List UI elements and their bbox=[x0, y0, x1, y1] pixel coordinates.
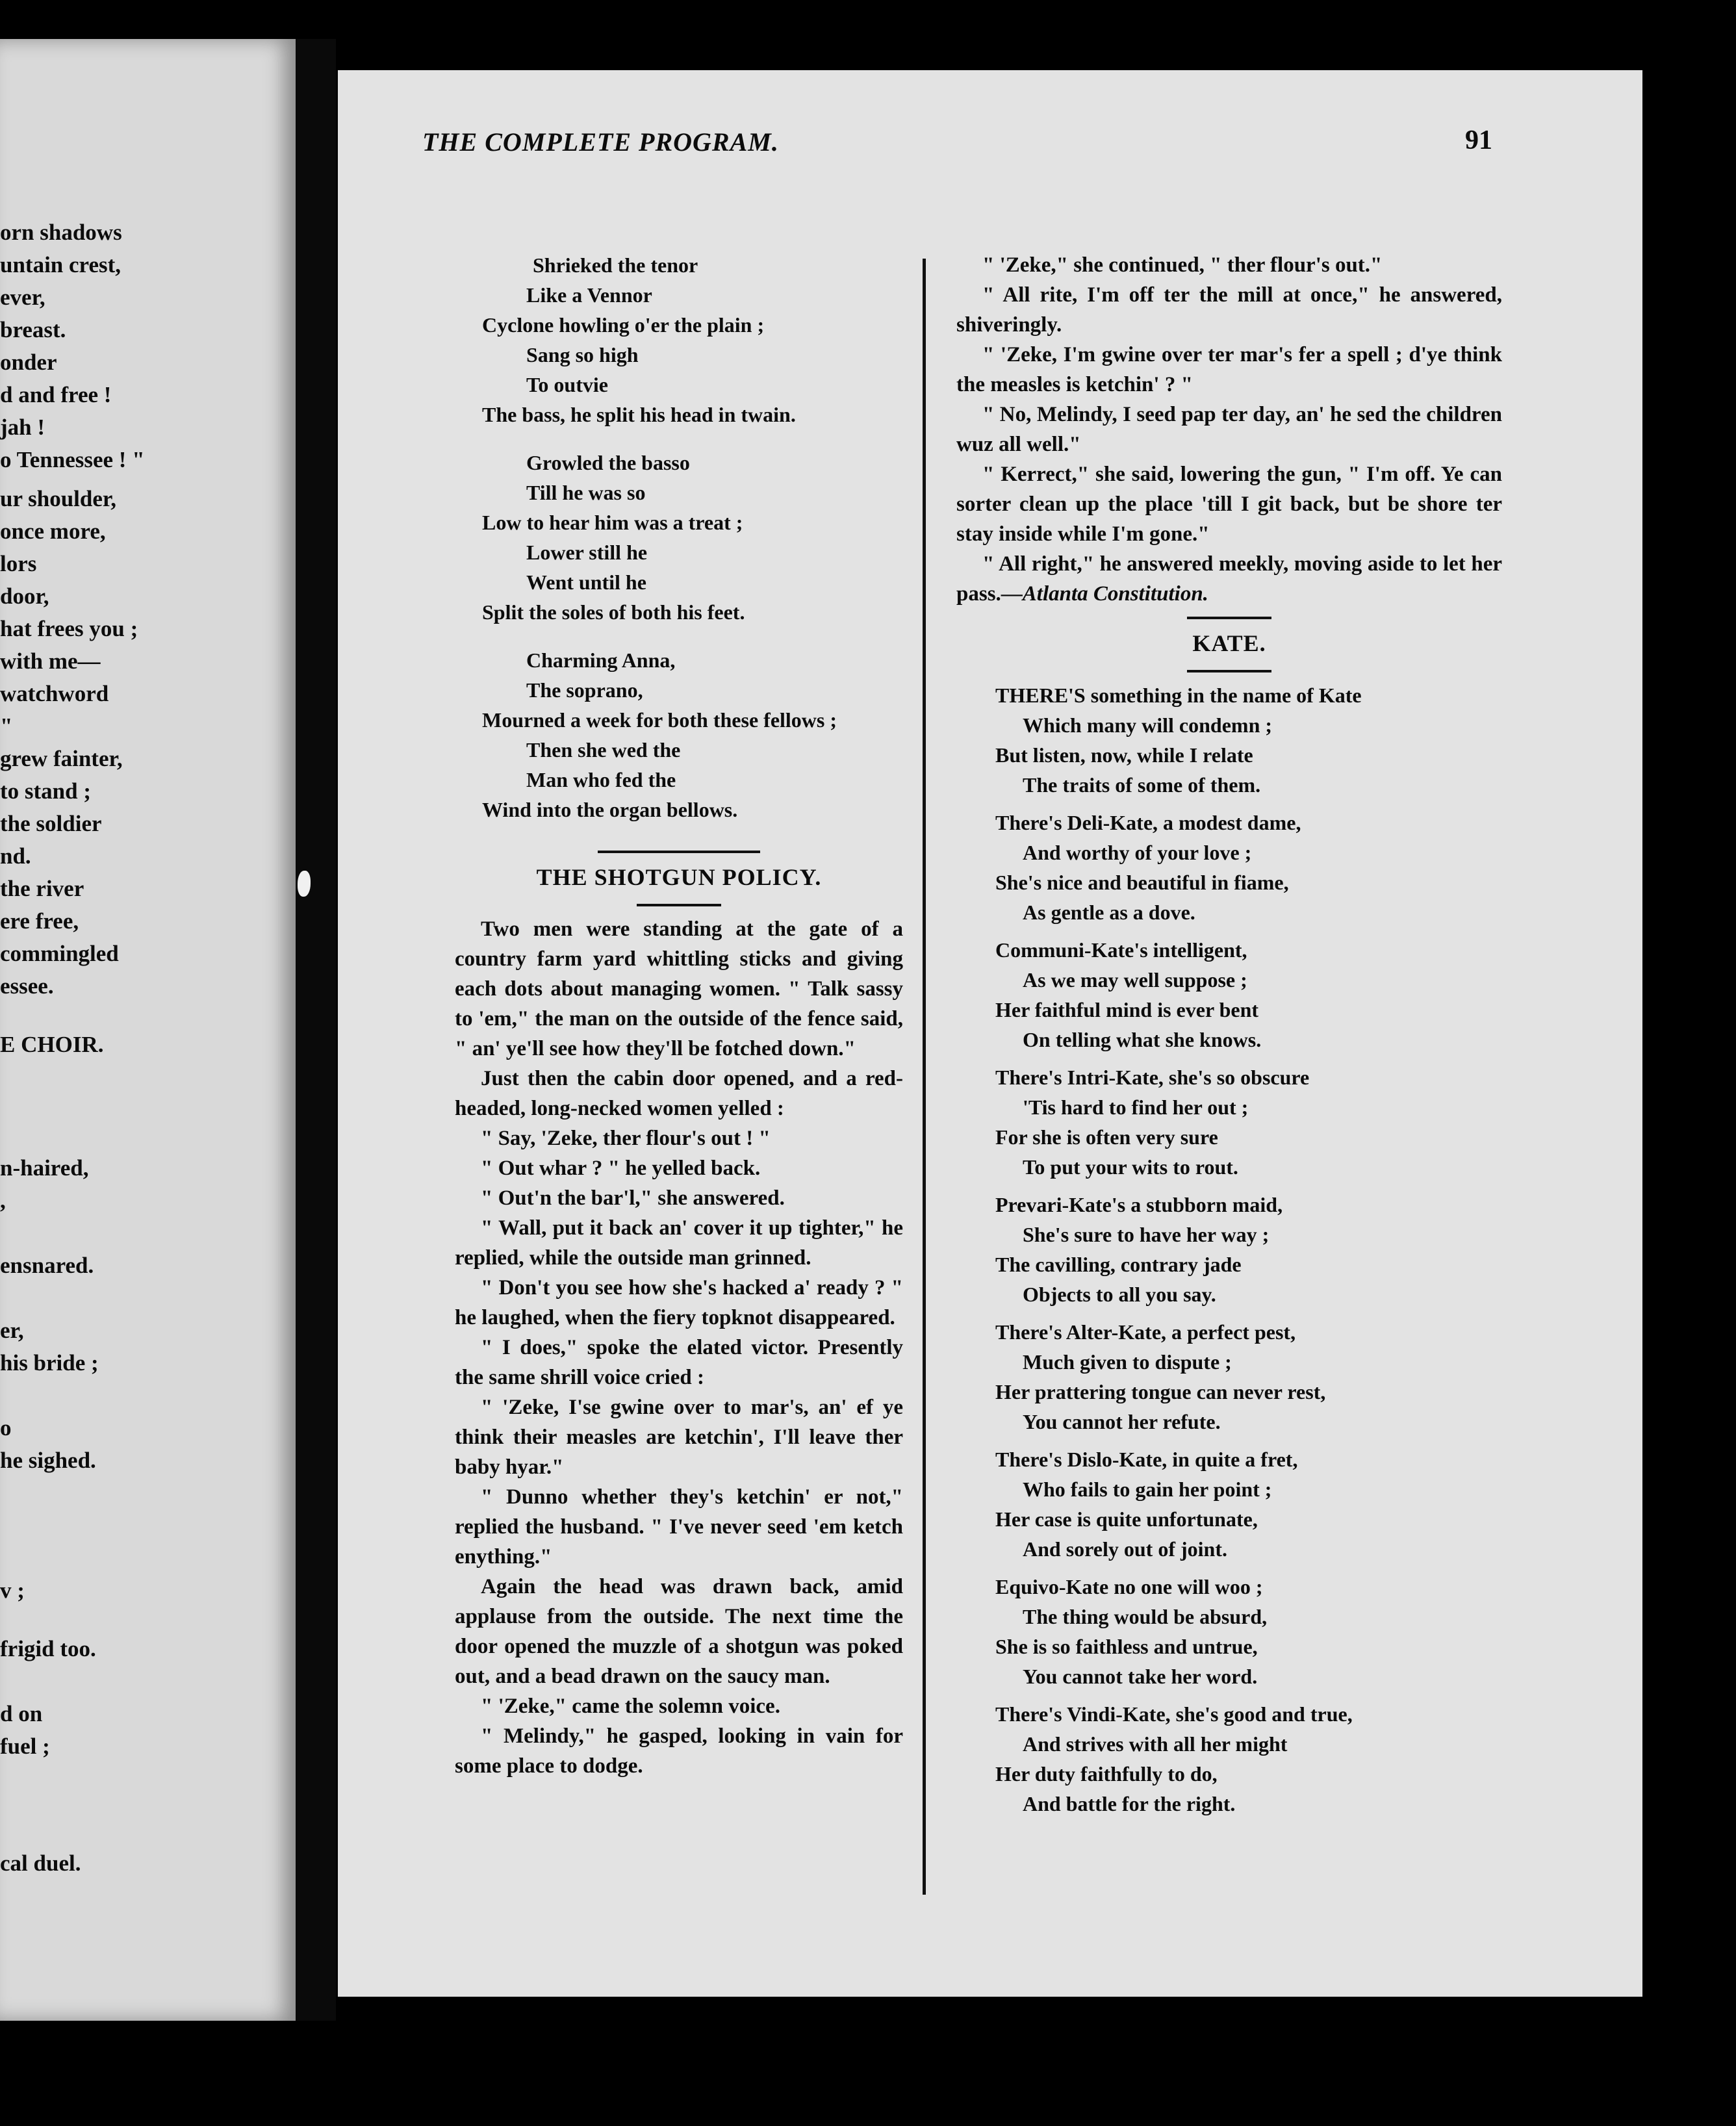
kate-stanza bbox=[995, 680, 1502, 800]
column-divider bbox=[923, 259, 926, 1895]
facing-page-line: cal duel. bbox=[0, 1851, 81, 1876]
facing-page-line: grew fainter, bbox=[0, 746, 123, 771]
kate-stanza bbox=[995, 1699, 1502, 1819]
choir-stanza-1 bbox=[455, 250, 903, 429]
facing-page-line: watchword bbox=[0, 681, 109, 706]
facing-page-line: er, bbox=[0, 1318, 24, 1343]
running-title: THE COMPLETE PROGRAM. bbox=[422, 127, 779, 157]
facing-page-line: d and free ! bbox=[0, 382, 112, 407]
verse-line: Wind into the organ bellows. bbox=[482, 798, 738, 821]
paragraph-text: " All right," he answered meekly, moving aside to let her pass.— bbox=[956, 552, 1502, 606]
verse-line: Her case is quite unfortunate, bbox=[995, 1507, 1258, 1531]
kate-poem bbox=[956, 680, 1502, 1819]
facing-page-line: nd. bbox=[0, 843, 31, 869]
paragraph: " Out'n the bar'l," she answered. bbox=[481, 1186, 785, 1210]
verse-line: To outvie bbox=[526, 373, 608, 396]
kate-stanza bbox=[995, 808, 1502, 927]
paragraph: " 'Zeke, I'se gwine over to mar's, an' ef ye think their measles are ketchin', I'll leave ther baby hyar." bbox=[455, 1396, 903, 1479]
kate-stanza bbox=[995, 1572, 1502, 1691]
verse-line: Lower still he bbox=[526, 541, 648, 564]
verse-line: 'Tis hard to find her out ; bbox=[1023, 1095, 1249, 1119]
verse-line: There's Alter-Kate, a perfect pest, bbox=[995, 1320, 1296, 1344]
facing-page-line: ere free, bbox=[0, 908, 79, 934]
verse-line: As we may well suppose ; bbox=[1023, 968, 1247, 992]
choir-stanza-2 bbox=[455, 448, 903, 627]
facing-page-line: his bride ; bbox=[0, 1350, 99, 1376]
facing-page-line: lors bbox=[0, 551, 37, 576]
facing-page-line: frigid too. bbox=[0, 1636, 96, 1661]
verse-line: Objects to all you say. bbox=[1023, 1283, 1216, 1306]
facing-page-line: once more, bbox=[0, 519, 106, 544]
section-rule-top bbox=[956, 609, 1502, 627]
facing-page-line: n-haired, bbox=[0, 1155, 89, 1181]
verse-line: Her duty faithfully to do, bbox=[995, 1762, 1218, 1786]
facing-page-line: d on bbox=[0, 1701, 43, 1726]
paragraph: " 'Zeke, I'm gwine over ter mar's fer a spell ; d'ye think the measles is ketchin' ? " bbox=[956, 343, 1502, 396]
paragraph: " Melindy," he gasped, looking in vain for some place to dodge. bbox=[455, 1724, 903, 1778]
facing-page-line: , bbox=[0, 1188, 6, 1213]
verse-line: And strives with all her might bbox=[1023, 1732, 1288, 1756]
verse-line: Prevari-Kate's a stubborn maid, bbox=[995, 1193, 1283, 1216]
verse-line: She's nice and beautiful in fiame, bbox=[995, 871, 1289, 894]
column-left bbox=[455, 250, 903, 1781]
facing-page-line: essee. bbox=[0, 973, 54, 999]
section-rule-bottom bbox=[956, 662, 1502, 680]
verse-line: There's Vindi-Kate, she's good and true, bbox=[995, 1702, 1353, 1726]
facing-page-line: v ; bbox=[0, 1578, 25, 1603]
paragraph: " No, Melindy, I seed pap ter day, an' he sed the children wuz all well." bbox=[956, 403, 1502, 456]
facing-page-line: " bbox=[0, 713, 13, 739]
facing-page-line: hat frees you ; bbox=[0, 616, 138, 641]
facing-page-line: ever, bbox=[0, 285, 45, 310]
verse-line: As gentle as a dove. bbox=[1023, 901, 1195, 924]
kate-title: KATE. bbox=[1192, 630, 1266, 656]
paragraph: " 'Zeke," came the solemn voice. bbox=[481, 1695, 780, 1718]
facing-page-line: E CHOIR. bbox=[0, 1032, 104, 1057]
verse-line: On telling what she knows. bbox=[1023, 1028, 1262, 1051]
verse-line-text: something in the name of Kate bbox=[1090, 684, 1362, 707]
verse-line: For she is often very sure bbox=[995, 1125, 1218, 1149]
shotgun-policy-title: THE SHOTGUN POLICY. bbox=[536, 864, 822, 890]
verse-line: You cannot take her word. bbox=[1023, 1665, 1258, 1688]
kate-stanza bbox=[995, 1190, 1502, 1309]
facing-page-line: door, bbox=[0, 583, 49, 609]
facing-page-line: jah ! bbox=[0, 415, 45, 440]
facing-page-line: untain crest, bbox=[0, 252, 121, 277]
facing-page-line: fuel ; bbox=[0, 1734, 50, 1759]
column-right bbox=[956, 250, 1502, 1826]
book-gutter bbox=[296, 39, 336, 2021]
gutter-mark bbox=[298, 871, 311, 897]
facing-page-line: to stand ; bbox=[0, 778, 92, 804]
verse-line: Mourned a week for both these fellows ; bbox=[482, 708, 837, 732]
facing-page-line: commingled bbox=[0, 941, 119, 966]
verse-line: The thing would be absurd, bbox=[1023, 1605, 1268, 1628]
verse-line: Equivo-Kate no one will woo ; bbox=[995, 1575, 1263, 1598]
verse-line: Her prattering tongue can never rest, bbox=[995, 1380, 1326, 1403]
paragraph: Two men were standing at the gate of a country farm yard whittling sticks and giving each dots about managing women. " Talk sassy to 'em," the man on the outside of the fence said, " an' ye'll see how they'll be fotched down." bbox=[455, 917, 903, 1060]
verse-line: And battle for the right. bbox=[1023, 1792, 1236, 1815]
facing-page-line: o bbox=[0, 1415, 12, 1441]
verse-line: Man who fed the bbox=[526, 768, 676, 791]
verse-line: Low to hear him was a treat ; bbox=[482, 511, 743, 534]
verse-line: She's sure to have her way ; bbox=[1023, 1223, 1270, 1246]
paragraph: " All rite, I'm off ter the mill at once," he answered, shiveringly. bbox=[956, 283, 1502, 337]
verse-line: And sorely out of joint. bbox=[1023, 1537, 1227, 1561]
verse-line: She is so faithless and untrue, bbox=[995, 1635, 1258, 1658]
paragraph: " Say, 'Zeke, ther flour's out ! " bbox=[481, 1127, 771, 1150]
paragraph: " Out whar ? " he yelled back. bbox=[481, 1157, 761, 1180]
paragraph: Just then the cabin door opened, and a red-headed, long-necked women yelled : bbox=[455, 1067, 903, 1120]
verse-line bbox=[995, 680, 1502, 710]
verse-line: Till he was so bbox=[526, 481, 646, 504]
verse-line: Her faithful mind is ever bent bbox=[995, 998, 1259, 1021]
verse-line: You cannot her refute. bbox=[1023, 1410, 1221, 1433]
paragraph bbox=[956, 549, 1502, 609]
verse-line: Went until he bbox=[526, 570, 646, 594]
verse-line: Then she wed the bbox=[526, 738, 681, 762]
paragraph: " 'Zeke," she continued, " ther flour's out." bbox=[982, 253, 1383, 277]
verse-line: Shrieked the tenor bbox=[533, 253, 698, 277]
verse-line: The cavilling, contrary jade bbox=[995, 1253, 1242, 1276]
verse-line: Like a Vennor bbox=[526, 283, 652, 307]
paragraph: " I does," spoke the elated victor. Presently the same shrill voice cried : bbox=[455, 1336, 903, 1389]
verse-line: But listen, now, while I relate bbox=[995, 743, 1253, 767]
section-rule-bottom bbox=[455, 896, 903, 914]
paragraph: " Kerrect," she said, lowering the gun, " I'm off. Ye can sorter clean up the place 'till I git back, but be shore ter stay inside while I'm gone." bbox=[956, 463, 1502, 546]
facing-page-line: onder bbox=[0, 350, 57, 375]
verse-line: Sang so high bbox=[526, 343, 639, 366]
verse-line: Growled the basso bbox=[526, 451, 690, 474]
page-number: 91 bbox=[1465, 125, 1492, 155]
verse-line: Much given to dispute ; bbox=[1023, 1350, 1232, 1374]
kate-stanza bbox=[995, 1317, 1502, 1437]
verse-line: The bass, he split his head in twain. bbox=[482, 403, 796, 426]
facing-page-line: breast. bbox=[0, 317, 66, 342]
verse-line: There's Deli-Kate, a modest dame, bbox=[995, 811, 1301, 834]
verse-line: Charming Anna, bbox=[526, 648, 676, 672]
verse-line: To put your wits to rout. bbox=[1023, 1155, 1238, 1179]
shotgun-story-part-1 bbox=[455, 914, 903, 1781]
facing-page-line: ur shoulder, bbox=[0, 486, 116, 511]
verse-line: There's Intri-Kate, she's so obscure bbox=[995, 1066, 1310, 1089]
verse-line: Cyclone howling o'er the plain ; bbox=[482, 313, 765, 337]
kate-stanza bbox=[995, 935, 1502, 1055]
paragraph: " Don't you see how she's hacked a' ready ? " he laughed, when the fiery topknot disappeared. bbox=[455, 1276, 903, 1329]
verse-line: And worthy of your love ; bbox=[1023, 841, 1252, 864]
facing-page-line: o Tennessee ! " bbox=[0, 447, 145, 472]
facing-page-line: ensnared. bbox=[0, 1253, 94, 1278]
verse-line: The soprano, bbox=[526, 678, 643, 702]
facing-page-line: the river bbox=[0, 876, 84, 901]
facing-page-fragment bbox=[0, 39, 296, 2021]
facing-page-line: the soldier bbox=[0, 811, 102, 836]
verse-line: Which many will condemn ; bbox=[1023, 713, 1273, 737]
verse-line: The traits of some of them. bbox=[1023, 773, 1261, 797]
kate-stanza bbox=[995, 1062, 1502, 1182]
facing-page-line: with me— bbox=[0, 648, 101, 674]
shotgun-story-part-2 bbox=[956, 250, 1502, 609]
facing-page-line: he sighed. bbox=[0, 1448, 96, 1473]
verse-line: There's Dislo-Kate, in quite a fret, bbox=[995, 1448, 1298, 1471]
drop-word: THERE'S bbox=[995, 684, 1086, 707]
verse-line: Communi-Kate's intelligent, bbox=[995, 938, 1247, 962]
attribution: Atlanta Constitution. bbox=[1022, 582, 1208, 606]
section-rule-top bbox=[455, 843, 903, 861]
paragraph: Again the head was drawn back, amid applause from the outside. The next time the door opened the muzzle of a shotgun was poked out, and a bead drawn on the saucy man. bbox=[455, 1575, 903, 1688]
verse-line: Who fails to gain her point ; bbox=[1023, 1478, 1272, 1501]
kate-stanza bbox=[995, 1444, 1502, 1564]
choir-stanza-3 bbox=[455, 645, 903, 825]
paragraph: " Dunno whether they's ketchin' er not," replied the husband. " I've never seed 'em ketch enything." bbox=[455, 1485, 903, 1569]
paragraph: " Wall, put it back an' cover it up tighter," he replied, while the outside man grinned. bbox=[455, 1216, 903, 1270]
verse-line: Split the soles of both his feet. bbox=[482, 600, 745, 624]
facing-page-line: orn shadows bbox=[0, 220, 122, 245]
